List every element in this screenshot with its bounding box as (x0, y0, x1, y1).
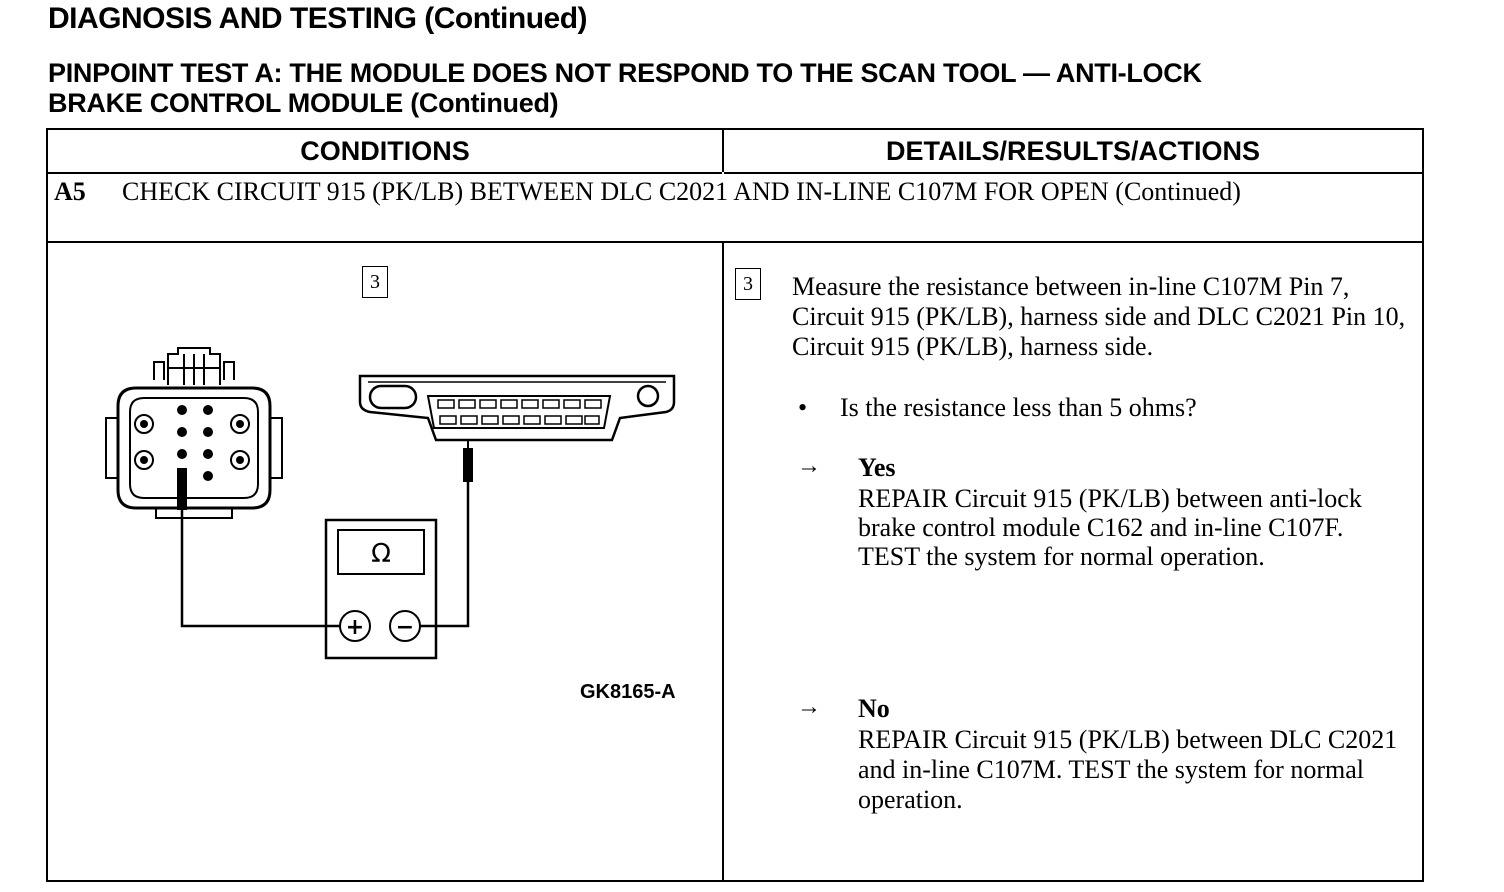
ohm-symbol: Ω (371, 539, 391, 569)
step-row (48, 174, 1422, 243)
wiring-diagram (98, 340, 688, 670)
test-title-line-1: PINPOINT TEST A: THE MODULE DOES NOT RESPOND TO THE SCAN TOOL — ANTI-LOCK (48, 58, 1202, 88)
measure-instruction: Measure the resistance between in-line C107M Pin 7, Circuit 915 (PK/LB), harness side and DLC C2021 Pin 10, Circuit 915 (PK/LB), harness side. (792, 272, 1406, 361)
details-header: DETAILS/RESULTS/ACTIONS (724, 130, 1422, 174)
yes-label: Yes (858, 453, 896, 482)
step-title: CHECK CIRCUIT 915 (PK/LB) BETWEEN DLC C2021 AND IN-LINE C107M FOR OPEN (Continued) (122, 177, 1241, 206)
connector-probe (177, 468, 187, 510)
step-id: A5 (54, 177, 86, 206)
dlc-probe (463, 448, 473, 482)
pinpoint-test-title (48, 58, 1202, 118)
substep-number-right: 3 (735, 268, 761, 300)
connector-pins (140, 405, 244, 481)
test-title-line-2: BRAKE CONTROL MODULE (Continued) (48, 88, 559, 118)
no-label: No (858, 694, 890, 723)
inline-connector-c107m (106, 348, 282, 518)
arrow-right-icon: → (797, 453, 821, 479)
bullet-icon: • (798, 393, 808, 422)
arrow-right-icon: → (797, 694, 821, 720)
yes-action: REPAIR Circuit 915 (PK/LB) between anti-lock brake control module C162 and in-line C107F. TEST the system for normal operation. (858, 484, 1362, 571)
test-question: Is the resistance less than 5 ohms? (840, 393, 1197, 422)
dlc-pins (438, 400, 601, 424)
no-action: REPAIR Circuit 915 (PK/LB) between DLC C2021 and in-line C107M. TEST the system for normal operation. (858, 725, 1398, 814)
page-title: DIAGNOSIS AND TESTING (Continued) (48, 2, 588, 35)
column-divider (722, 243, 724, 880)
conditions-header: CONDITIONS (48, 130, 722, 174)
substep-number-left: 3 (362, 266, 388, 298)
meter-minus-terminal: − (395, 615, 415, 640)
meter-plus-terminal: + (345, 615, 365, 640)
figure-id: GK8165-A (580, 681, 676, 703)
